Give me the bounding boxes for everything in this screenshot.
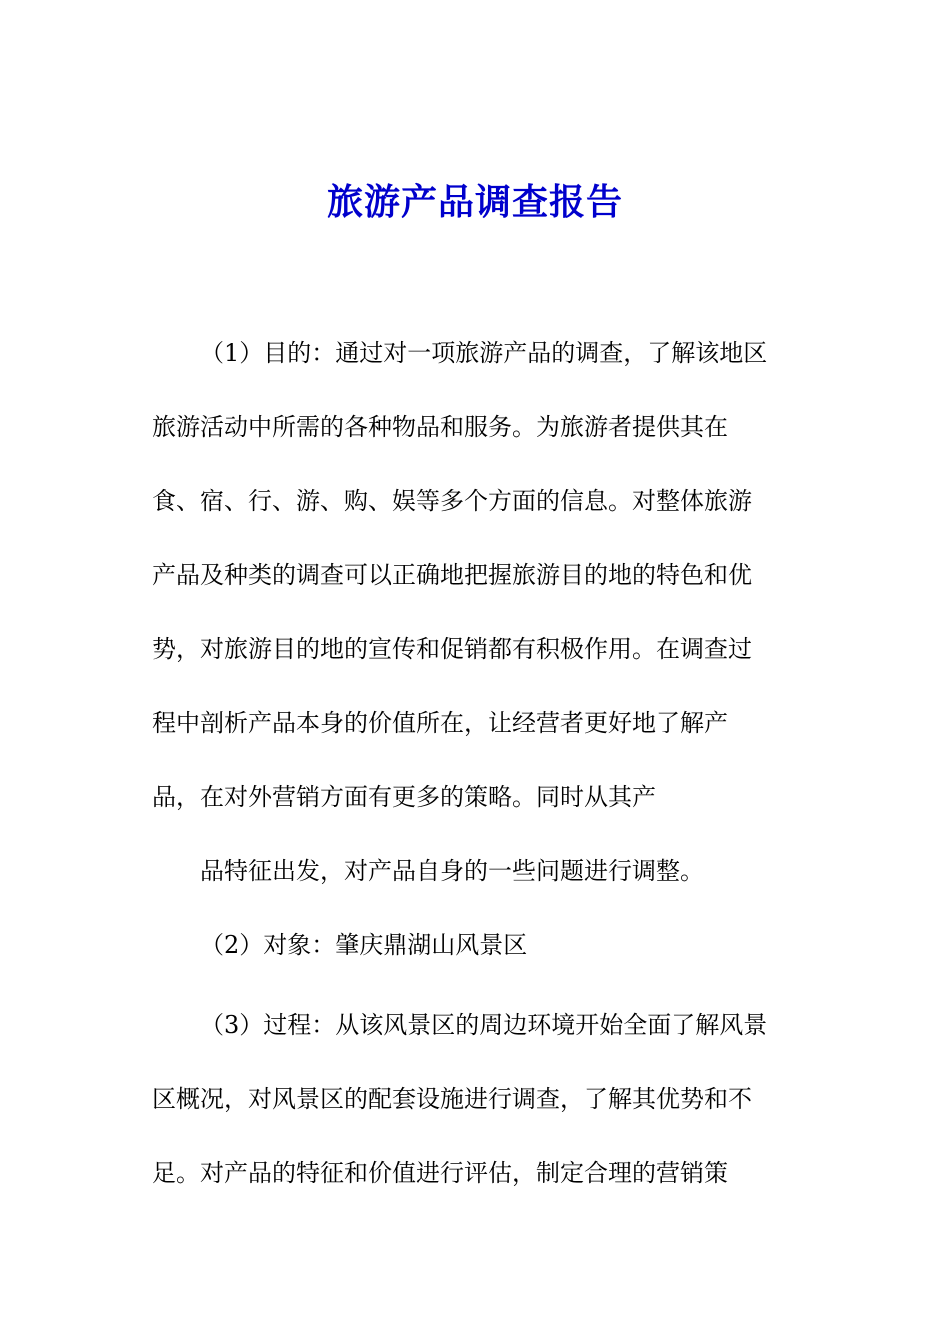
paragraph-line: 产品及种类的调查可以正确地把握旅游目的地的特色和优 [152,561,752,589]
paragraph-line: （3）过程：从该风景区的周边环境开始全面了解风景 [200,1011,768,1039]
paragraph-line: 食、宿、行、游、购、娱等多个方面的信息。对整体旅游 [152,487,752,515]
paragraph-line: 品特征出发，对产品自身的一些问题进行调整。 [200,857,704,885]
paragraph-line: （1）目的：通过对一项旅游产品的调查，了解该地区 [200,339,768,367]
paragraph-line: 旅游活动中所需的各种物品和服务。为旅游者提供其在 [152,413,728,441]
paragraph-line: 区概况，对风景区的配套设施进行调查，了解其优势和不 [152,1085,752,1113]
paragraph-line: 势，对旅游目的地的宣传和促销都有积极作用。在调查过 [152,635,752,663]
document-title: 旅游产品调查报告 [326,181,623,223]
paragraph-line: （2）对象：肇庆鼎湖山风景区 [200,931,528,959]
paragraph-line: 足。对产品的特征和价值进行评估，制定合理的营销策 [152,1159,728,1187]
paragraph-line: 品，在对外营销方面有更多的策略。同时从其产 [152,783,656,811]
paragraph-line: 程中剖析产品本身的价值所在，让经营者更好地了解产 [152,709,728,737]
